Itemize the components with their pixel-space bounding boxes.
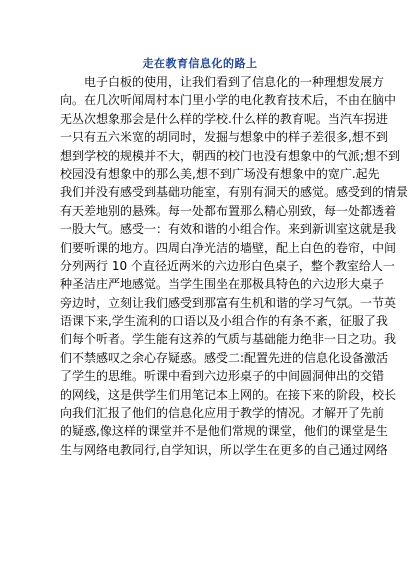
paragraph-line: 校园没有想象中的那么美,想不到广场没有想象中的宽广.起先	[60, 166, 380, 181]
paragraph-line: 无丛次想象那会是什么样的学校.什么样的教育呢。当汽车拐进	[60, 111, 388, 126]
paragraph-line: 一只有五六米宽的胡同时，发掘与想象中的样子差很多,想不到	[60, 130, 388, 145]
paragraph-line: 向。在几次听闻周村本门里小学的电化教育技术后，不由在脑中	[60, 93, 397, 108]
paragraph-line: 的网线，这是供学生们用笔记本上网的。在接下来的阶段，校长	[60, 387, 397, 402]
paragraph-line: 旁边时，立刻让我们感受到那富有生机和谐的学习气氛。一节英	[60, 295, 397, 310]
paragraph-line: 向我们汇报了他们的信息化应用于教学的情况。才解开了先前	[60, 406, 385, 421]
paragraph-line: 的疑惑,像这样的课堂并不是他们常规的课堂，他们的课堂是生	[60, 424, 388, 439]
paragraph-line: 种圣洁庄严地感觉。当学生围坐在那极具特色的六边形大桌子	[60, 277, 385, 292]
paragraph-line: 语课下来,学生流利的口语以及小组合作的有条不紊，征服了我	[60, 314, 388, 329]
paragraph-line: 生与网络电教同行,自学知识，所以学生在更多的自己通过网络	[60, 442, 388, 457]
paragraph-line: 一股大气。感受一：有效和谐的小组合作。来到新训室这就是我	[60, 222, 397, 237]
paragraph-line: 分列两行 10 个直径近两米的六边形白色桌子，整个教室给人一	[60, 258, 395, 273]
paragraph-line: 了学生的思维。听课中看到六边形桌子的中间圆洞伸出的交错	[60, 369, 385, 384]
paragraph-line: 我们并没有感受到基础功能室，有别有洞天的感觉。感受到的情景	[60, 185, 408, 200]
paragraph-line: 电子白板的使用，让我们看到了信息化的一种理想发展方	[84, 75, 385, 89]
document-body	[60, 73, 408, 459]
paragraph-line: 们每个听者。学生能有这养的气质与基础能力绝非一日之功。我	[60, 332, 397, 347]
paragraph-line: 们不禁感叹之余心存疑惑。感受二:配置先进的信息化设备激活	[60, 350, 389, 365]
document-title: 走在教育信息化的路上	[142, 57, 258, 70]
paragraph-line: 有天差地别的悬殊。每一处都布置那么精心别致，每一处都透着	[60, 203, 397, 218]
paragraph-line: 想到学校的规模并不大，朝西的校门也没有想象中的气派;想不到	[60, 148, 401, 163]
paragraph-line: 们要听课的地方。四周白净光洁的墙壁，配上白色的卷帘，中间	[60, 240, 397, 255]
